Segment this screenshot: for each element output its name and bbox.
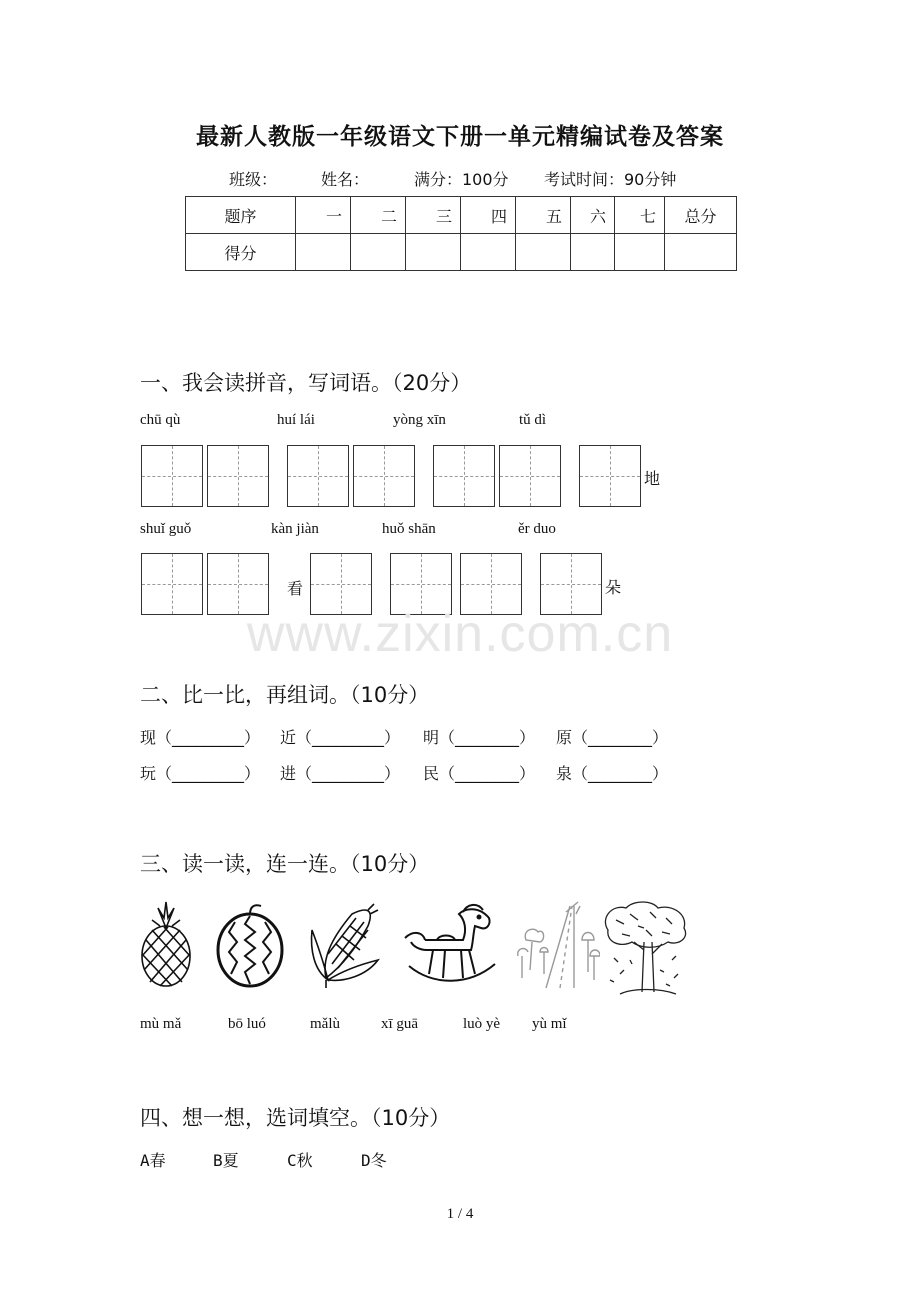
pinyin-word: bō luó [228,1016,266,1032]
score-cell[interactable] [351,234,406,271]
option-label: C秋 [287,1151,313,1170]
score-cell[interactable] [615,234,665,271]
pinyin-label: huǒ shān [382,521,436,537]
score-cell[interactable] [665,234,737,271]
score-cell[interactable] [461,234,516,271]
writing-box[interactable] [353,445,415,507]
table-cell: 一 [296,197,351,234]
pinyin-label: ěr duo [518,521,556,537]
score-table [185,196,737,271]
pinyin-label: huí lái [277,412,315,428]
option-label: B夏 [213,1151,239,1170]
score-cell[interactable] [571,234,615,271]
table-cell: 得分 [186,234,296,271]
corn-icon [308,900,380,990]
given-char: 地 [644,469,661,488]
option-label: D冬 [361,1151,387,1170]
score-table-header-row [186,197,737,234]
pinyin-label: chū qù [140,412,181,428]
pinyin-word: mǎlù [310,1016,340,1032]
fill-blank[interactable]: 近（_________） [280,728,401,747]
page-number: 1 / 4 [446,1206,474,1222]
score-cell[interactable] [516,234,571,271]
section4-heading: 四、想一想，选词填空。（10分） [140,1106,451,1130]
option-label: A春 [140,1151,166,1170]
fill-blank[interactable]: 玩（_________） [140,764,261,783]
given-char: 看 [287,579,304,598]
table-cell: 二 [351,197,406,234]
fill-blank[interactable]: 现（_________） [140,728,261,747]
road-icon [516,900,600,990]
exam-time-label: 考试时间：90分钟 [544,170,677,189]
pinyin-label: kàn jiàn [271,521,319,537]
fill-blank[interactable]: 民（________） [423,764,536,783]
score-table-score-row [186,234,737,271]
section2-heading: 二、比一比，再组词。（10分） [140,683,430,707]
watermelon-icon [215,900,285,990]
fill-blank[interactable]: 明（________） [423,728,536,747]
table-cell: 六 [571,197,615,234]
table-cell: 七 [615,197,665,234]
page-title: 最新人教版一年级语文下册一单元精编试卷及答案 [196,124,724,150]
section3-heading: 三、读一读，连一连。（10分） [140,852,430,876]
table-cell: 五 [516,197,571,234]
writing-box[interactable] [433,445,495,507]
pinyin-label: shuǐ guǒ [140,521,192,537]
table-cell: 四 [461,197,516,234]
name-label: 姓名： [321,170,370,189]
pinyin-word: xī guā [381,1016,419,1032]
pinyin-label: tǔ dì [519,412,547,428]
writing-box[interactable] [287,445,349,507]
pineapple-icon [138,900,194,990]
fill-blank[interactable]: 原（________） [556,728,669,747]
section1-heading: 一、我会读拼音，写词语。（20分） [140,371,472,395]
writing-box[interactable] [579,445,641,507]
rocking-horse-icon [403,900,499,990]
writing-box[interactable] [499,445,561,507]
table-cell: 题序 [186,197,296,234]
full-score-label: 满分：100分 [414,170,509,189]
fill-blank[interactable]: 进（_________） [280,764,401,783]
table-cell: 三 [406,197,461,234]
pinyin-label: yòng xīn [393,412,446,428]
score-cell[interactable] [296,234,351,271]
pinyin-word: yù mǐ [532,1016,567,1032]
given-char: 朵 [605,578,622,597]
watermark: www.zixin.com.cn [246,605,674,663]
writing-box[interactable] [141,445,203,507]
class-label: 班级： [229,170,278,189]
table-cell: 总分 [665,197,737,234]
falling-leaves-tree-icon [600,900,690,1000]
pinyin-word: luò yè [463,1016,501,1032]
score-cell[interactable] [406,234,461,271]
fill-blank[interactable]: 泉（________） [556,764,669,783]
writing-box[interactable] [207,445,269,507]
pinyin-word: mù mǎ [140,1016,182,1032]
